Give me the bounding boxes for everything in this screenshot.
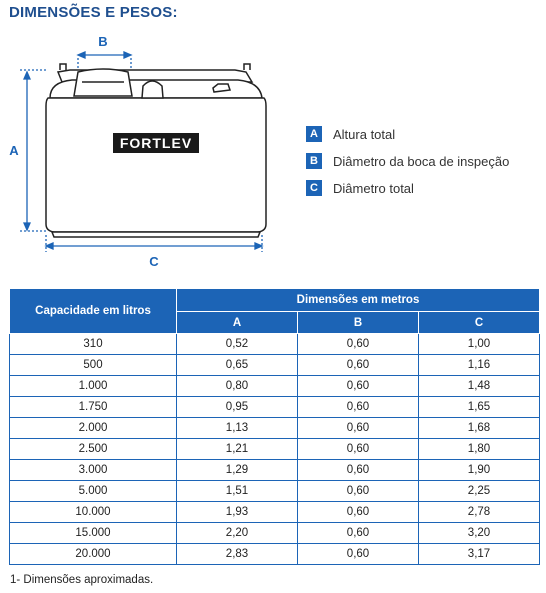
legend-text: Altura total <box>333 126 396 142</box>
value-cell-b: 0,60 <box>298 334 419 355</box>
value-cell-c: 3,20 <box>419 523 540 544</box>
column-header-a: A <box>177 312 298 334</box>
value-cell-a: 0,80 <box>177 376 298 397</box>
table-row <box>10 439 540 460</box>
value-cell-b: 0,60 <box>298 523 419 544</box>
page-title: DIMENSÕES E PESOS: <box>9 4 178 21</box>
dimension-a-arrow <box>20 70 46 231</box>
capacity-header: Capacidade em litros <box>10 289 177 334</box>
capacity-cell: 10.000 <box>10 502 177 523</box>
capacity-cell: 1.000 <box>10 376 177 397</box>
capacity-cell: 5.000 <box>10 481 177 502</box>
capacity-cell: 15.000 <box>10 523 177 544</box>
legend-item-b <box>306 152 509 170</box>
table-row <box>10 397 540 418</box>
value-cell-b: 0,60 <box>298 481 419 502</box>
legend-badge: C <box>306 180 322 196</box>
capacity-cell: 2.000 <box>10 418 177 439</box>
value-cell-c: 1,16 <box>419 355 540 376</box>
capacity-cell: 310 <box>10 334 177 355</box>
tank-diagram <box>0 26 300 276</box>
capacity-cell: 20.000 <box>10 544 177 565</box>
column-header-b: B <box>298 312 419 334</box>
value-cell-a: 1,21 <box>177 439 298 460</box>
table-row <box>10 544 540 565</box>
value-cell-b: 0,60 <box>298 502 419 523</box>
dimensions-table <box>9 288 540 565</box>
fortlev-logo <box>113 133 199 153</box>
value-cell-c: 1,68 <box>419 418 540 439</box>
table-row <box>10 355 540 376</box>
value-cell-a: 0,52 <box>177 334 298 355</box>
legend-badge: B <box>306 153 322 169</box>
value-cell-b: 0,60 <box>298 544 419 565</box>
dimension-b-arrow <box>78 52 131 71</box>
value-cell-c: 1,65 <box>419 397 540 418</box>
value-cell-b: 0,60 <box>298 397 419 418</box>
table-row <box>10 418 540 439</box>
column-header-c: C <box>419 312 540 334</box>
table-row <box>10 481 540 502</box>
value-cell-b: 0,60 <box>298 439 419 460</box>
value-cell-b: 0,60 <box>298 376 419 397</box>
label-a: A <box>9 143 19 158</box>
table-row <box>10 523 540 544</box>
value-cell-a: 2,83 <box>177 544 298 565</box>
value-cell-a: 2,20 <box>177 523 298 544</box>
legend-text: Diâmetro total <box>333 180 414 196</box>
value-cell-a: 0,65 <box>177 355 298 376</box>
table-row <box>10 334 540 355</box>
value-cell-b: 0,60 <box>298 355 419 376</box>
value-cell-c: 2,25 <box>419 481 540 502</box>
table-row <box>10 460 540 481</box>
svg-text:FORTLEV: FORTLEV <box>119 135 193 151</box>
value-cell-b: 0,60 <box>298 460 419 481</box>
value-cell-c: 3,17 <box>419 544 540 565</box>
dimension-legend <box>306 125 509 206</box>
capacity-cell: 500 <box>10 355 177 376</box>
value-cell-c: 1,48 <box>419 376 540 397</box>
table-body <box>10 334 540 565</box>
capacity-cell: 1.750 <box>10 397 177 418</box>
value-cell-c: 1,80 <box>419 439 540 460</box>
value-cell-a: 1,13 <box>177 418 298 439</box>
value-cell-c: 1,00 <box>419 334 540 355</box>
legend-badge: A <box>306 126 322 142</box>
label-c: C <box>149 254 159 269</box>
capacity-cell: 3.000 <box>10 460 177 481</box>
value-cell-c: 1,90 <box>419 460 540 481</box>
table-row <box>10 502 540 523</box>
value-cell-a: 1,51 <box>177 481 298 502</box>
legend-item-a <box>306 125 509 143</box>
legend-text: Diâmetro da boca de inspeção <box>333 153 510 169</box>
footnote: 1- Dimensões aproximadas. <box>10 574 154 586</box>
value-cell-a: 0,95 <box>177 397 298 418</box>
legend-item-c <box>306 179 509 197</box>
value-cell-b: 0,60 <box>298 418 419 439</box>
value-cell-a: 1,29 <box>177 460 298 481</box>
capacity-cell: 2.500 <box>10 439 177 460</box>
dimensions-group-header: Dimensões em metros <box>177 289 540 312</box>
value-cell-a: 1,93 <box>177 502 298 523</box>
value-cell-c: 2,78 <box>419 502 540 523</box>
table-row <box>10 376 540 397</box>
label-b: B <box>98 34 108 49</box>
